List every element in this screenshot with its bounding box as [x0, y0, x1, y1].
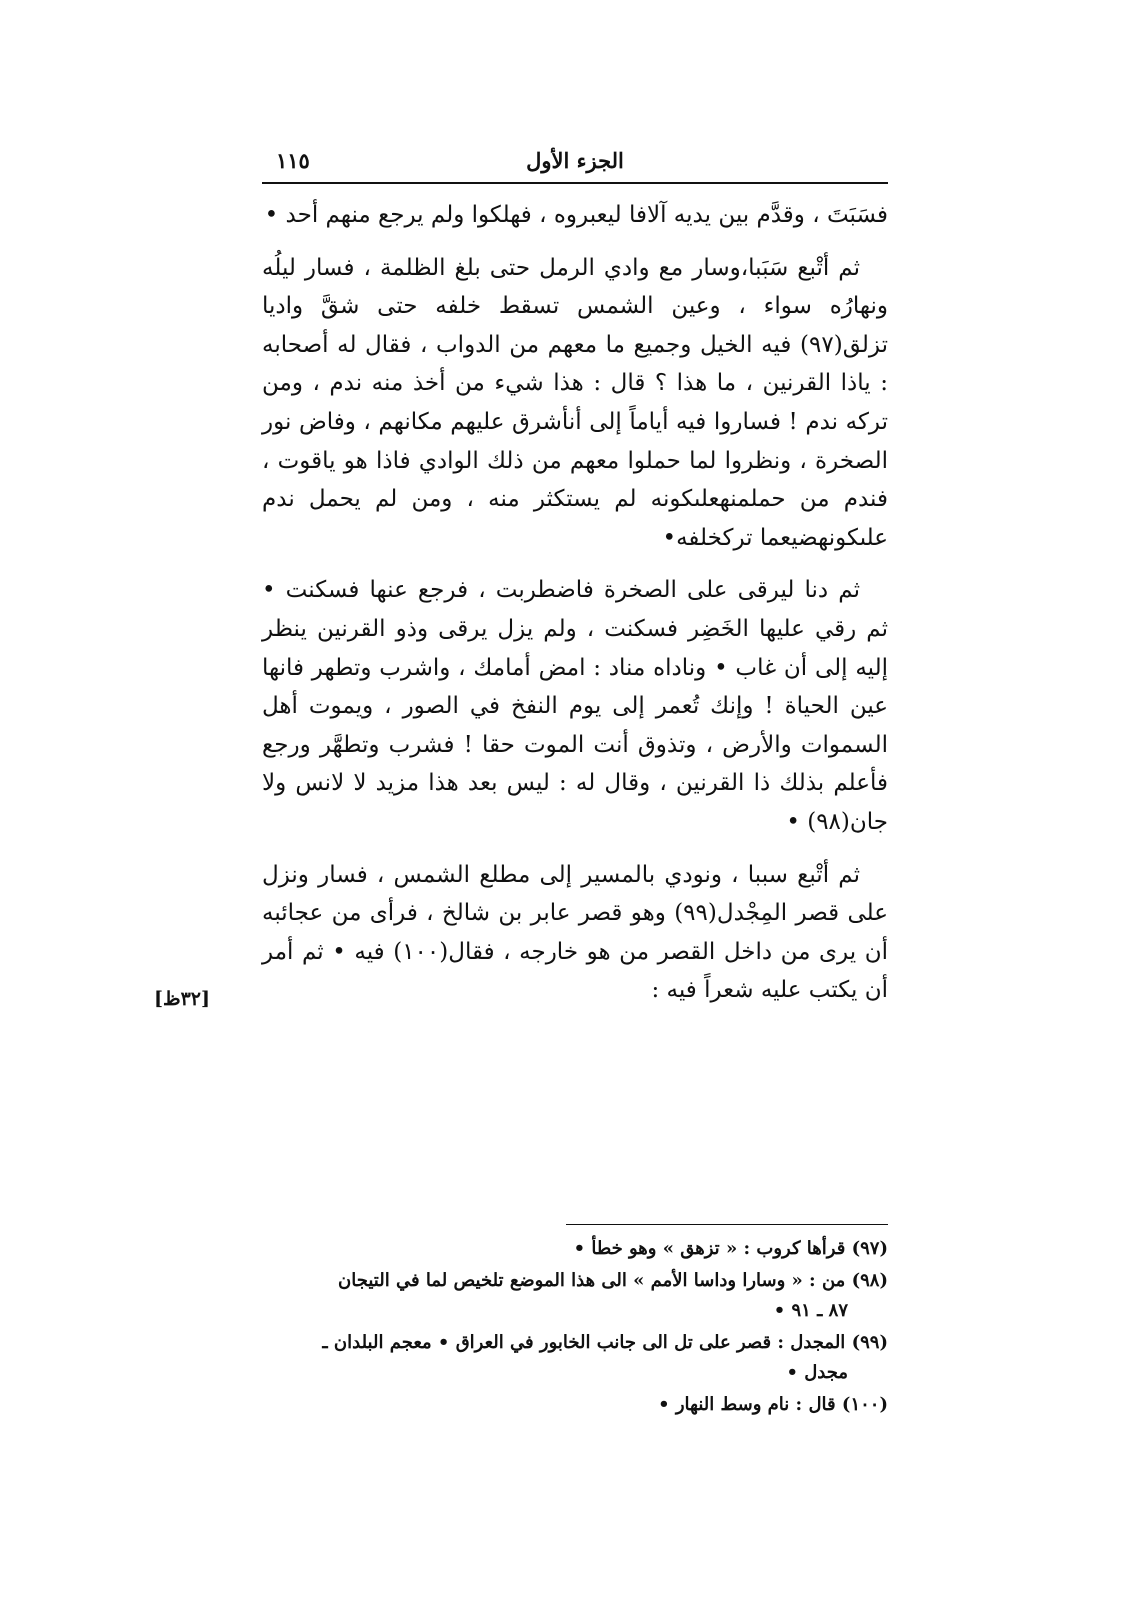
chapter-title: الجزء الأول	[526, 148, 624, 173]
paragraph-1: فسَبَتَ ، وقدَّم بين يديه آلافا ليعبروه ، فهلكوا ولم يرجع منهم أحد •	[264, 202, 888, 228]
footnote-text: من : « وسارا وداسا الأمم » الى هذا الموضع تلخيص لما في التيجان	[338, 1270, 846, 1291]
main-text	[262, 196, 888, 1010]
footnote-98	[262, 1266, 888, 1326]
footnote-number: (٩٧)	[851, 1238, 888, 1259]
footnote-97	[262, 1234, 888, 1264]
footnote-number: (٩٩)	[851, 1332, 888, 1353]
footnote-text: قرأها كروب : « تزهق » وهو خطأ •	[573, 1238, 846, 1259]
footnote-number: (١٠٠)	[841, 1394, 888, 1415]
footnote-100	[262, 1390, 888, 1420]
header-rule	[262, 182, 888, 184]
paragraph-4: ثم أتْبع سببا ، ونودي بالمسير إلى مطلع الشمس ، فسار ونزل على قصر المِجْدل(٩٩) وهو قصر عابر بن شالخ ، فرأى من عجائبه أن يرى من داخل القصر من هو خارجه ، فقال(١٠٠) فيه • ثم أمر أن يكتب عليه شعراً فيه :	[262, 861, 888, 1004]
footnote-rule	[566, 1224, 888, 1225]
paragraph-2: ثم أتْبع سَبَبا،وسار مع وادي الرمل حتى بلغ الظلمة ، فسار ليلُه ونهارُه سواء ، وعين الشمس تسقط خلفه حتى شقَّ واديا تزلق(٩٧) فيه الخيل وجميع ما معهم من الدواب ، فقال له أصحابه : ياذا القرنين ، ما هذا ؟ قال : هذا شيء من أخذ منه ندم ، ومن تركه ندم ! فساروا فيه أياماً إلى أنأشرق عليهم مكانهم ، وفاض نور الصخرة ، ونظروا لما حملوا معهم من ذلك الوادي فاذا هو ياقوت ، فندم من حملمنهعلىكونه لم يستكثر منه ، ومن لم يحمل ندم علىكونهضيعما تركخلفه•	[262, 254, 888, 551]
footnote-continuation: مجدل •	[786, 1362, 848, 1383]
footnote-text: المجدل : قصر على تل الى جانب الخابور في العراق • معجم البلدان ـ	[322, 1332, 846, 1353]
running-header	[262, 148, 888, 182]
folio-margin-note: [٣٢ظ]	[154, 988, 210, 1010]
page-number: ١١٥	[276, 148, 310, 173]
footnote-number: (٩٨)	[851, 1270, 888, 1291]
paragraph-3: ثم دنا ليرقى على الصخرة فاضطربت ، فرجع عنها فسكنت • ثم رقي عليها الخَضِر فسكنت ، ولم يزل يرقى وذو القرنين ينظر إليه إلى أن غاب • وناداه مناد : امض أمامك ، واشرب وتطهر فانها عين الحياة ! وإنك تُعمر إلى يوم النفخ في الصور ، ويموت أهل السموات والأرض ، وتذوق أنت الموت حقا ! فشرب وتطهَّر ورجع فأعلم بذلك ذا القرنين ، وقال له : ليس بعد هذا مزيد لا لانس ولا جان(٩٨) •	[262, 577, 888, 835]
footnote-text: قال : نام وسط النهار •	[658, 1394, 836, 1415]
footnote-continuation: ٨٧ ـ ٩١ •	[773, 1300, 848, 1321]
footnote-99	[262, 1328, 888, 1388]
footnotes	[262, 1234, 888, 1422]
